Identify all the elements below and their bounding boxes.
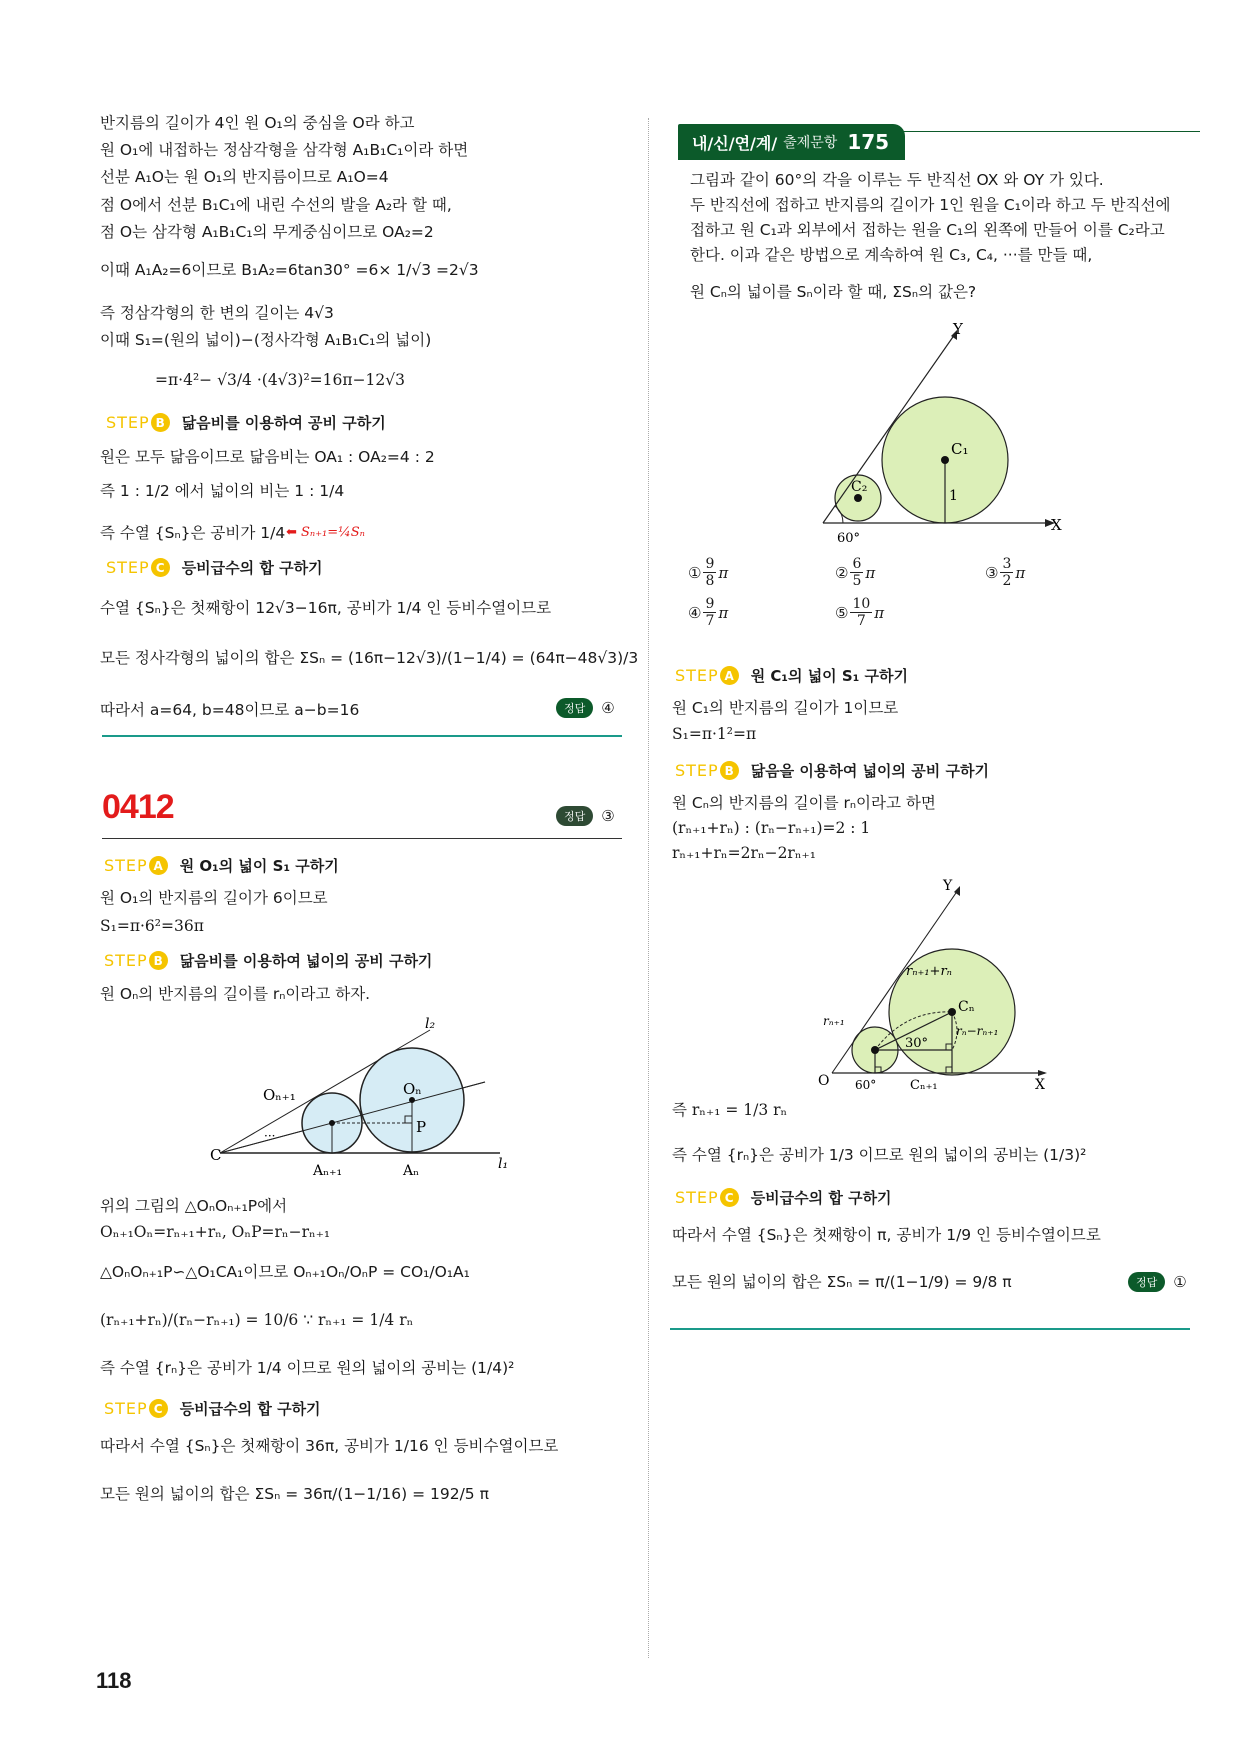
question-line: 접하고 원 C₁과 외부에서 접하는 원을 C₁의 왼쪽에 만들어 이를 C₂라고 [690, 221, 1165, 239]
choice-mark: ③ [985, 563, 999, 582]
choice-mark: ④ [688, 603, 702, 622]
text-line: 점 O에서 선분 B₁C₁에 내린 수선의 발을 A₂라 할 때, [100, 196, 452, 214]
choice-mark: ② [835, 563, 849, 582]
choice-5[interactable]: ⑤ $\frac{10}{7}$ π [835, 596, 885, 629]
step-label: STEP [104, 856, 148, 875]
choice-numerator: 6 [852, 556, 862, 572]
step-label: STEP [104, 1399, 148, 1418]
column-divider [648, 118, 649, 1658]
page-number: 118 [96, 1668, 132, 1693]
label-X: X [1035, 1077, 1045, 1093]
tangent-circles-angle-figure [810, 875, 1060, 1093]
choice-denominator: 8 [705, 573, 715, 589]
equation-line: S₁=π·6²=36π [100, 917, 204, 935]
question-line: 두 반직선에 접하고 반지름의 길이가 1인 원을 C₁이라 하고 두 반직선에 [690, 196, 1171, 214]
answer-badge [1128, 1272, 1187, 1292]
step-label: STEP [104, 951, 148, 970]
question-line: 그림과 같이 60°의 각을 이루는 두 반직선 OX 와 OY 가 있다. [690, 171, 1104, 189]
recurrence-note: ⬅ Sₙ₊₁=¼Sₙ [286, 525, 365, 540]
choice-1[interactable]: ① $\frac{9}{8}$ π [688, 556, 729, 589]
step-a-heading [675, 665, 908, 686]
answer-badge [556, 806, 615, 826]
label-O: O [818, 1073, 830, 1089]
step-label: STEP [675, 1188, 719, 1207]
choice-numerator: 9 [705, 556, 715, 572]
choice-numerator: 3 [1002, 556, 1012, 572]
label-angle: 60° [837, 531, 861, 546]
header-number: 175 [847, 130, 890, 154]
label-On: Oₙ [403, 1080, 422, 1098]
text-line: 원 C₁의 반지름의 길이가 1이므로 [672, 699, 899, 717]
header-tag: 내/신/연/계/ [692, 133, 778, 153]
step-letter-badge: B [720, 761, 739, 780]
text-line: 수열 {Sₙ}은 첫째항이 12√3−16π, 공비가 1/4 인 등비수열이므로 [100, 599, 552, 617]
label-diff: rₙ−rₙ₊₁ [956, 1024, 999, 1038]
step-letter-badge: C [720, 1188, 739, 1207]
choice-4[interactable]: ④ $\frac{9}{7}$ π [688, 596, 729, 629]
label-Y: Y [943, 878, 953, 894]
label-C2: C₂ [851, 479, 868, 495]
label-Cn: Cₙ [958, 999, 975, 1015]
text-line: 모든 정사각형의 넓이의 합은 ΣSₙ = (16π−12√3)/(1−1/4) = (64π−48√3)/3 [100, 649, 639, 667]
section-rule [670, 1328, 1190, 1330]
label-X: X [1051, 516, 1062, 534]
label-Y: Y [953, 320, 963, 338]
step-a-heading [104, 855, 339, 876]
text-line: 이때 S₁=(원의 넓이)−(정사각형 A₁B₁C₁의 넓이) [100, 331, 432, 349]
text-line: 원은 모두 닮음이므로 닮음비는 OA₁ : OA₂=4 : 2 [100, 448, 435, 466]
label-P: P [416, 1118, 427, 1136]
label-rn1: rₙ₊₁ [823, 1014, 845, 1028]
equation-line: △OₙOₙ₊₁P∽△O₁CA₁이므로 Oₙ₊₁Oₙ/OₙP = CO₁/O₁A₁ [100, 1263, 470, 1281]
choice-numerator: 9 [705, 596, 715, 612]
choice-denominator: 7 [705, 613, 715, 629]
label-On1: Oₙ₊₁ [263, 1086, 296, 1104]
step-title: 원 O₁의 넓이 S₁ 구하기 [179, 857, 339, 875]
label-l2: l₂ [425, 1016, 436, 1032]
text-line: 따라서 수열 {Sₙ}은 첫째항이 36π, 공비가 1/16 인 등비수열이므로 [100, 1437, 559, 1455]
label-C: C [210, 1146, 222, 1164]
title-rule [102, 838, 622, 839]
answer-pill: 정답 [556, 806, 593, 826]
label-dots: ··· [264, 1129, 276, 1143]
text-line: 반지름의 길이가 4인 원 O₁의 중심을 O라 하고 [100, 114, 415, 132]
section-rule [102, 735, 622, 737]
text-line: 위의 그림의 △OₙOₙ₊₁P에서 [100, 1197, 288, 1215]
tangent-circles-figure [200, 1010, 510, 1185]
step-letter-badge: C [151, 558, 170, 577]
text-line: 모든 원의 넓이의 합은 ΣSₙ = π/(1−1/9) = 9/8 π [672, 1273, 1012, 1291]
step-title: 닮음비를 이용하여 넓이의 공비 구하기 [179, 952, 433, 970]
label-60deg: 60° [855, 1078, 877, 1092]
circles-in-angle-figure [815, 320, 1065, 550]
label-30deg: 30° [905, 1036, 929, 1051]
step-c-heading [106, 557, 323, 578]
label-Cn1: Cₙ₊₁ [910, 1078, 938, 1093]
choice-mark: ① [688, 563, 702, 582]
answer-value: ① [1173, 1273, 1187, 1291]
choice-numerator: 10 [852, 596, 871, 612]
step-title: 닮음비를 이용하여 공비 구하기 [181, 414, 386, 432]
answer-pill: 정답 [556, 698, 593, 718]
step-title: 닮음을 이용하여 넓이의 공비 구하기 [750, 762, 989, 780]
text-line: 즉 수열 {rₙ}은 공비가 1/4 이므로 원의 넓이의 공비는 (1/4)² [100, 1359, 515, 1377]
step-label: STEP [106, 413, 150, 432]
equation-line: 즉 rₙ₊₁ = 1/3 rₙ [672, 1101, 788, 1119]
step-label: STEP [675, 666, 719, 685]
text-line: 즉 1 : 1/2 에서 넓이의 비는 1 : 1/4 [100, 482, 345, 500]
text-line: 원 O₁에 내접하는 정삼각형을 삼각형 A₁B₁C₁이라 하면 [100, 141, 469, 159]
step-c-heading [675, 1187, 892, 1208]
choice-denominator: 7 [856, 613, 866, 629]
step-title: 등비급수의 합 구하기 [181, 559, 323, 577]
choice-mark: ⑤ [835, 603, 849, 622]
equation-line: =π·4²− √3/4 ·(4√3)²=16π−12√3 [155, 371, 406, 389]
text-line: 즉 정삼각형의 한 변의 길이는 4√3 [100, 304, 334, 322]
step-b-heading [675, 760, 989, 781]
step-label: STEP [106, 558, 150, 577]
step-title: 원 C₁의 넓이 S₁ 구하기 [750, 667, 908, 685]
choice-denominator: 2 [1002, 573, 1012, 589]
label-l1: l₁ [498, 1156, 509, 1172]
problem-header [678, 124, 905, 160]
text-line: 따라서 a=64, b=48이므로 a−b=16 [100, 701, 360, 719]
equation-line: (rₙ₊₁+rₙ)/(rₙ−rₙ₊₁) = 10/6 ∵ rₙ₊₁ = 1/4 rₙ [100, 1311, 414, 1329]
equation-line: S₁=π·1²=π [672, 725, 757, 743]
text-line: 원 Oₙ의 반지름의 길이를 rₙ이라고 하자. [100, 985, 371, 1003]
equation-line: (rₙ₊₁+rₙ) : (rₙ−rₙ₊₁)=2 : 1 [672, 819, 871, 837]
choice-denominator: 5 [852, 573, 862, 589]
label-C1: C₁ [951, 440, 969, 458]
step-letter-badge: C [149, 1399, 168, 1418]
label-An: Aₙ [403, 1163, 420, 1179]
text-line: 원 O₁의 반지름의 길이가 6이므로 [100, 889, 328, 907]
label-radius: 1 [949, 488, 958, 504]
question-line: 원 Cₙ의 넓이를 Sₙ이라 할 때, ΣSₙ의 값은? [690, 283, 977, 301]
step-letter-badge: A [149, 856, 168, 875]
step-label: STEP [675, 761, 719, 780]
equation-line: rₙ₊₁+rₙ=2rₙ−2rₙ₊₁ [672, 844, 816, 862]
step-c-heading [104, 1398, 321, 1419]
step-title: 등비급수의 합 구하기 [750, 1189, 892, 1207]
text-line: 따라서 수열 {Sₙ}은 첫째항이 π, 공비가 1/9 인 등비수열이므로 [672, 1226, 1101, 1244]
text-line: 원 Cₙ의 반지름의 길이를 rₙ이라고 하면 [672, 794, 936, 812]
step-letter-badge: B [149, 951, 168, 970]
choice-2[interactable]: ② $\frac{6}{5}$ π [835, 556, 876, 589]
step-letter-badge: B [151, 413, 170, 432]
answer-badge [556, 698, 615, 718]
step-b-heading [106, 412, 386, 433]
text-line: 즉 수열 {Sₙ}은 공비가 1/4 [100, 524, 286, 542]
text-line: 이때 A₁A₂=6이므로 B₁A₂=6tan30° =6× 1/√3 =2√3 [100, 261, 479, 279]
step-letter-badge: A [720, 666, 739, 685]
text-line: 모든 원의 넓이의 합은 ΣSₙ = 36π/(1−1/16) = 192/5 π [100, 1485, 489, 1503]
header-rule [890, 131, 1200, 132]
choice-3[interactable]: ③ $\frac{3}{2}$ π [985, 556, 1026, 589]
equation-line: Oₙ₊₁Oₙ=rₙ₊₁+rₙ, OₙP=rₙ−rₙ₊₁ [100, 1223, 331, 1241]
problem-number: 0412 [102, 788, 174, 826]
answer-value: ④ [601, 699, 615, 717]
text-line: 점 O는 삼각형 A₁B₁C₁의 무게중심이므로 OA₂=2 [100, 223, 434, 241]
text-line: 즉 수열 {rₙ}은 공비가 1/3 이므로 원의 넓이의 공비는 (1/3)² [672, 1146, 1087, 1164]
step-b-heading [104, 950, 432, 971]
answer-value: ③ [601, 807, 615, 825]
label-sum: rₙ₊₁+rₙ [906, 964, 952, 979]
text-line: 선분 A₁O는 원 O₁의 반지름이므로 A₁O=4 [100, 168, 389, 186]
label-An1: Aₙ₊₁ [313, 1163, 343, 1179]
step-title: 등비급수의 합 구하기 [179, 1400, 321, 1418]
question-line: 한다. 이과 같은 방법으로 계속하여 원 C₃, C₄, ···를 만들 때, [690, 246, 1093, 264]
answer-pill: 정답 [1128, 1272, 1165, 1292]
header-label: 출제문항 [783, 135, 838, 151]
